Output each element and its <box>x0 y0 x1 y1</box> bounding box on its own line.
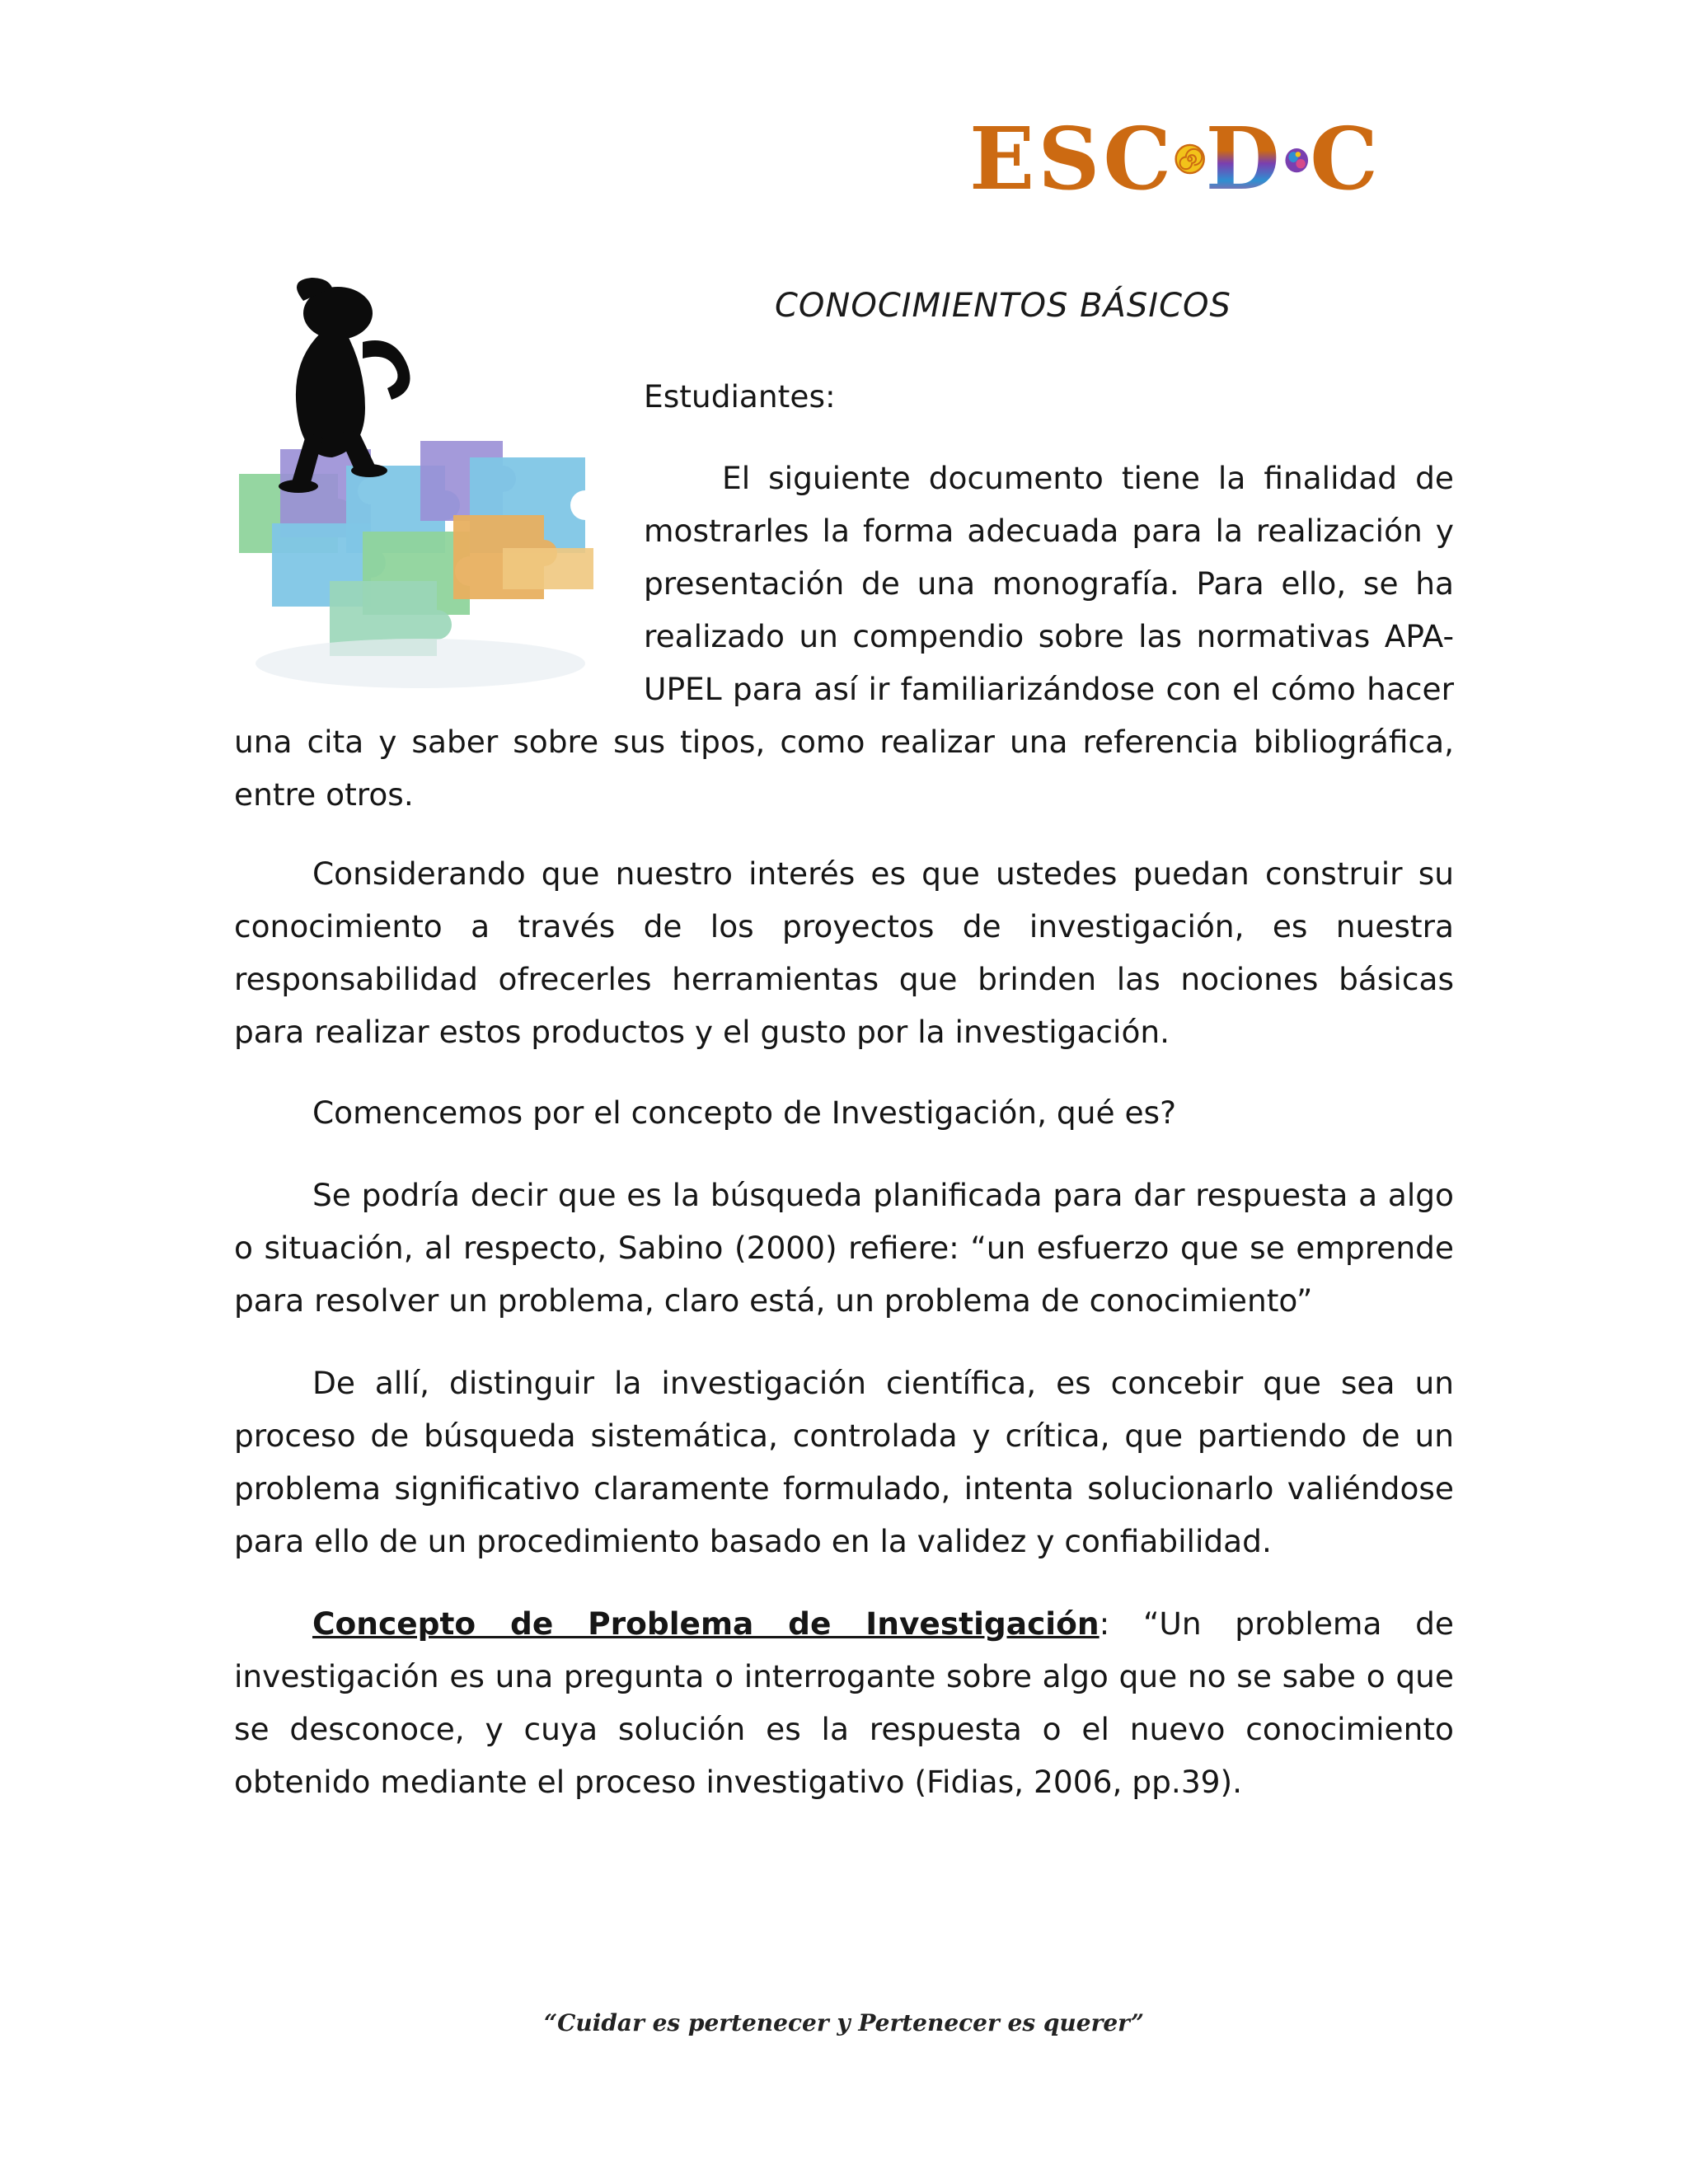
paragraph-3: Se podría decir que es la búsqueda planificada para dar respuesta a algo o situación, al respecto, Sabino (2000) refiere: “un esfuerzo que se emprende para resolver un problema, claro está, un problema de conocimiento” <box>234 1177 1454 1319</box>
spiral-o-icon <box>1175 121 1205 197</box>
logo-letter-c: C <box>1103 108 1175 209</box>
intro-paragraph <box>644 452 1454 715</box>
page-title: CONOCIMIENTOS BÁSICOS <box>775 287 1231 325</box>
intro-line-7: entre otros. <box>234 776 414 813</box>
logo-letter-e: E <box>969 108 1039 209</box>
problem-concept-heading: Concepto de Problema de Investigación <box>312 1605 1100 1642</box>
intro-line-1: El siguiente documento tiene la finalidad de <box>722 460 1454 496</box>
paragraph-4: De allí, distinguir la investigación científica, es concebir que sea un proceso de búsqueda sistemática, controlada y crítica, que partiendo de un problema significativo claramente formulado, intenta solucionarlo valiéndose para ello de un procedimiento basado en la validez y confiabilidad. <box>234 1365 1454 1559</box>
logo-letter-s: S <box>1038 108 1104 209</box>
paragraph-2: Comencemos por el concepto de Investigación, qué es? <box>312 1094 1176 1131</box>
footer-motto: “Cuidar es pertenecer y Pertenecer es querer” <box>543 2009 1145 2036</box>
paragraph-1: Considerando que nuestro interés es que ustedes puedan construir su conocimiento a través de los proyectos de investigación, es nuestra responsabilidad ofrecerles herramientas que brinden las nociones básicas para realizar estos productos y el gusto por la investigación. <box>234 855 1454 1050</box>
thinking-puzzle-illustration <box>231 276 626 705</box>
problem-concept-body: : “Un problema de investigación es una pregunta o interrogante sobre algo que no se sabe o que se desconoce, y cuya solución es la respuesta o el nuevo conocimiento obtenido mediante el proceso investigativo (Fidias, 2006, pp.39). <box>234 1605 1454 1800</box>
intro-line-3: presentación de una monografía. Para ello, se ha <box>644 565 1454 602</box>
escodoc-logo <box>969 108 1381 209</box>
logo-letter-d: D <box>1205 108 1283 209</box>
intro-line-4: realizado un compendio sobre las normativas APA- <box>644 618 1454 654</box>
salutation: Estudiantes: <box>644 378 836 415</box>
intro-line-2: mostrarles la forma adecuada para la realización y <box>644 513 1454 549</box>
intro-line-5: UPEL para así ir familiarizándose con el cómo hacer <box>644 671 1454 707</box>
paragraph-5 <box>234 1597 1454 1808</box>
intro-paragraph-continued <box>234 715 1454 821</box>
puzzle-pieces <box>239 441 593 656</box>
logo-letter-c2: C <box>1310 108 1381 209</box>
colorful-o-icon <box>1283 121 1311 197</box>
intro-line-6: una cita y saber sobre sus tipos, como realizar una referencia bibliográfica, <box>234 724 1454 760</box>
